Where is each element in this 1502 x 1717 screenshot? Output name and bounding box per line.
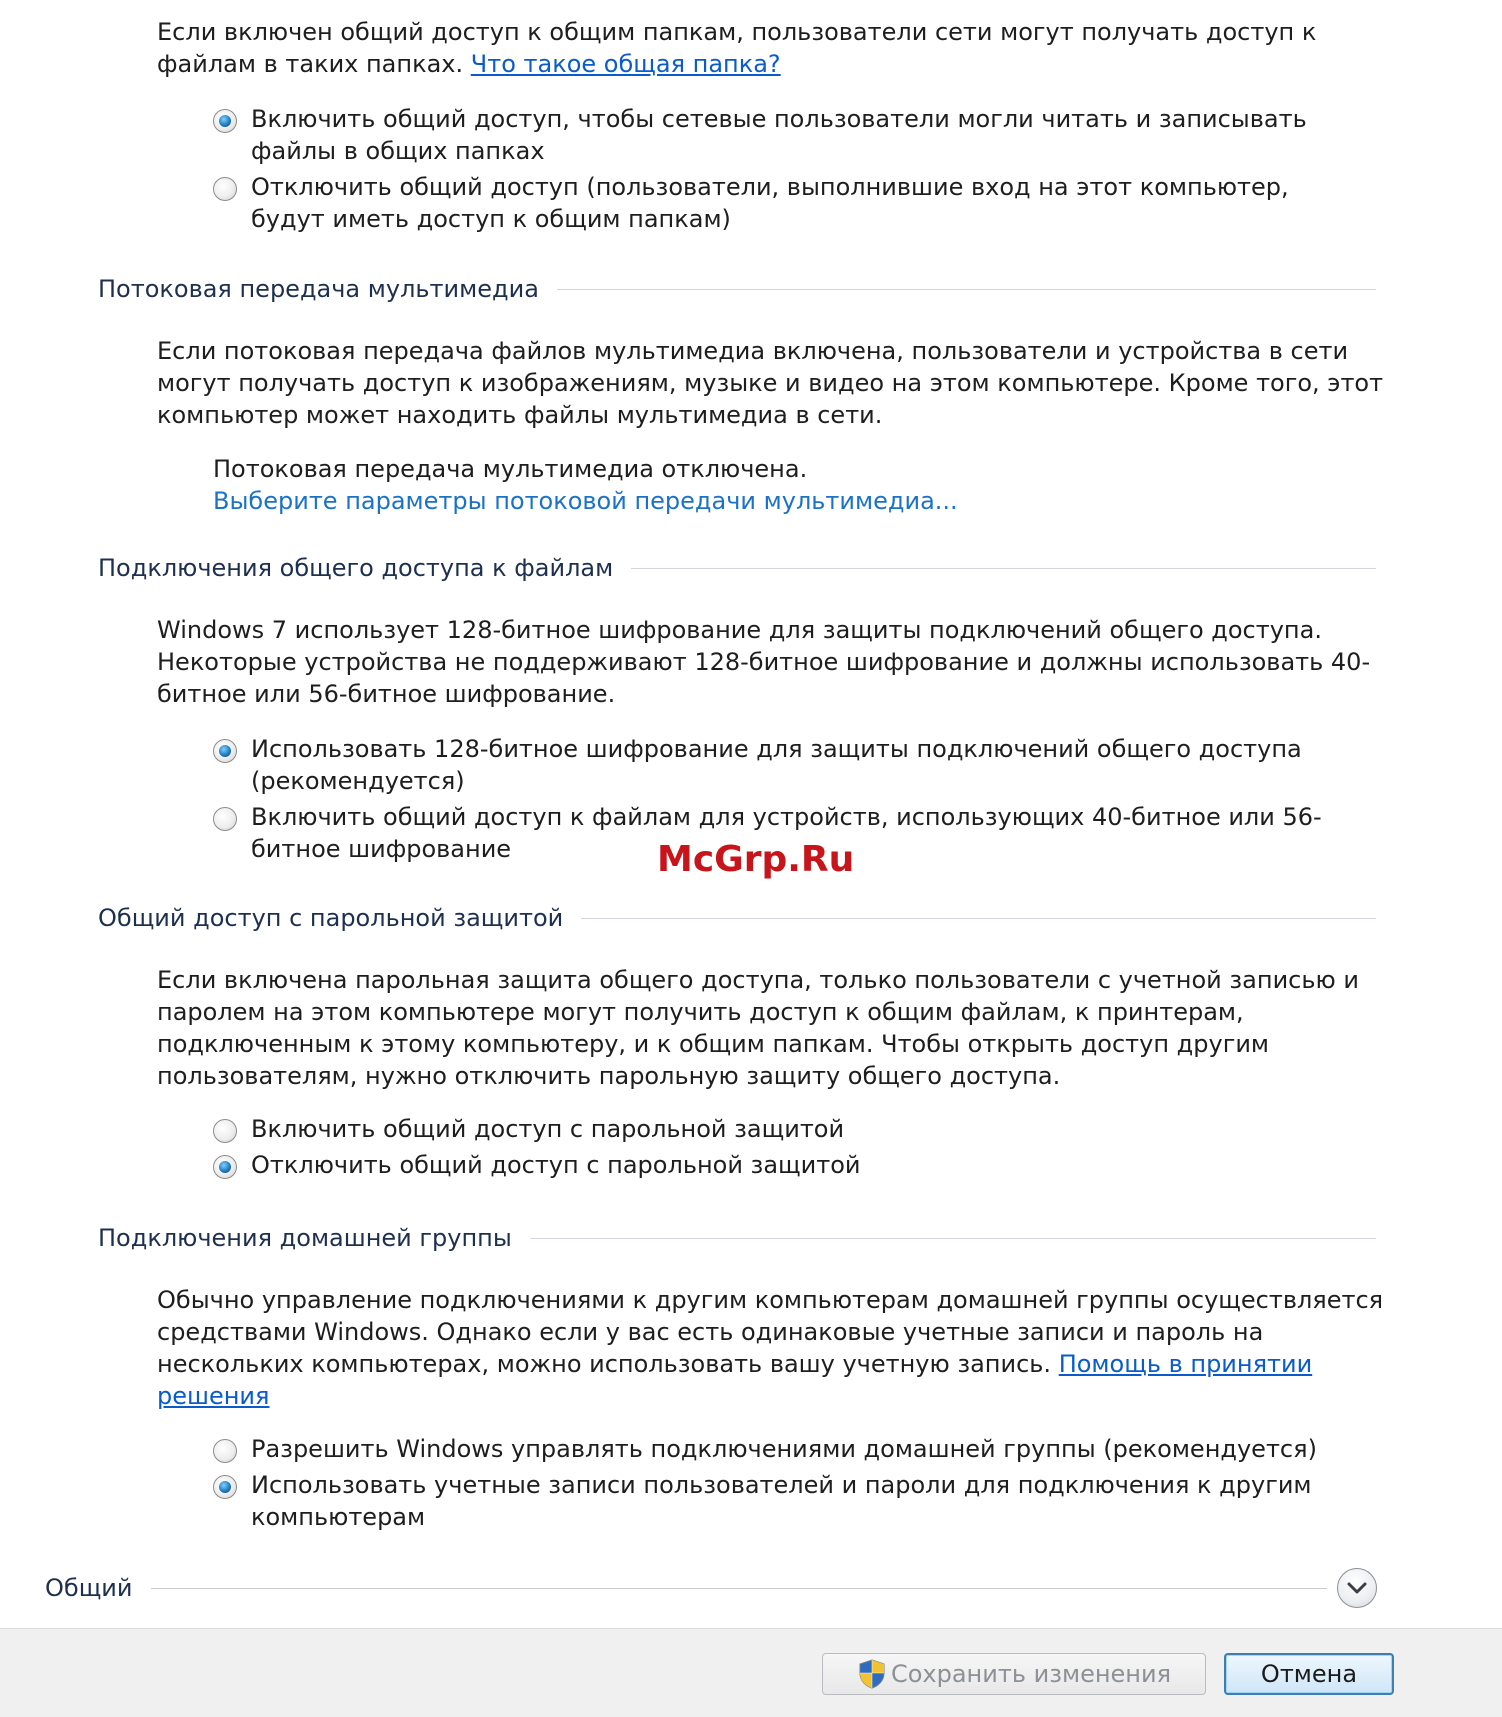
radio-password-enable[interactable] — [213, 1113, 1363, 1145]
radio-button[interactable] — [213, 1439, 237, 1463]
radio-button[interactable] — [213, 739, 237, 763]
radio-label: Использовать учетные записи пользователей и пароли для подключения к другим компьютерам — [251, 1471, 1312, 1531]
radio-button[interactable] — [213, 1119, 237, 1143]
radio-folders-disable[interactable] — [213, 171, 1363, 235]
uac-shield-icon — [857, 1658, 887, 1690]
section-divider — [581, 918, 1376, 919]
section-file-sharing-connections — [98, 552, 1376, 584]
radio-button[interactable] — [213, 177, 237, 201]
radio-folders-enable[interactable] — [213, 103, 1363, 167]
radio-label: Включить общий доступ с парольной защитой — [251, 1115, 845, 1143]
chevron-down-icon — [1346, 1581, 1368, 1595]
radio-label: Отключить общий доступ (пользователи, выполнившие вход на этот компьютер, будут иметь доступ к общим папкам) — [251, 173, 1289, 233]
section-title: Общий — [45, 1574, 133, 1602]
folders-description: Если включен общий доступ к общим папкам, пользователи сети могут получать доступ к файлам в таких папках. Что такое общая папка? — [157, 18, 1317, 78]
homegroup-description: Обычно управление подключениями к другим компьютерам домашней группы осуществляется средствами Windows. Однако если у вас есть одинаковые учетные записи и пароль на нескольких компьютерах, можно использовать вашу учетную запись. Помощь в принятии решения — [157, 1286, 1384, 1410]
section-homegroup-connections — [98, 1222, 1376, 1254]
radio-label: Включить общий доступ к файлам для устройств, использующих 40-битное или 56-битное шифрование — [251, 803, 1322, 863]
radio-button[interactable] — [213, 1475, 237, 1499]
media-settings-link[interactable]: Выберите параметры потоковой передачи мультимедиа... — [213, 487, 958, 515]
section-title: Потоковая передача мультимедиа — [98, 275, 539, 303]
radio-encryption-128[interactable] — [213, 733, 1363, 797]
cancel-button-label: Отмена — [1260, 1660, 1358, 1688]
radio-button[interactable] — [213, 807, 237, 831]
section-title: Подключения общего доступа к файлам — [98, 554, 614, 582]
media-description: Если потоковая передача файлов мультимедиа включена, пользователи и устройства в сети могут получать доступ к изображениям, музыке и видео на этом компьютере. Кроме того, этот компьютер может находить файлы мультимедиа в сети. — [157, 337, 1384, 429]
expand-section-button[interactable] — [1337, 1568, 1377, 1608]
radio-homegroup-windows[interactable] — [213, 1433, 1363, 1465]
section-divider — [557, 289, 1376, 290]
radio-homegroup-accounts[interactable] — [213, 1469, 1363, 1533]
radio-password-disable[interactable] — [213, 1149, 1363, 1181]
radio-label: Включить общий доступ, чтобы сетевые пользователи могли читать и записывать файлы в общих папках — [251, 105, 1307, 165]
media-status: Потоковая передача мультимедиа отключена. — [213, 455, 808, 483]
section-divider — [631, 568, 1376, 569]
decision-help-link[interactable]: Помощь в принятии решения — [157, 1350, 1313, 1410]
password-description: Если включена парольная защита общего доступа, только пользователи с учетной записью и паролем на этом компьютере могут получить доступ к общим файлам, к принтерам, подключенным к этому компьютеру, и к общим папкам. Чтобы открыть доступ другим пользователям, нужно отключить парольную защиту общего доступа. — [157, 966, 1359, 1090]
radio-label: Использовать 128-битное шифрование для защиты подключений общего доступа (рекомендуется) — [251, 735, 1302, 795]
radio-label: Разрешить Windows управлять подключениями домашней группы (рекомендуется) — [251, 1435, 1317, 1463]
radio-button[interactable] — [213, 1155, 237, 1179]
section-general — [45, 1567, 1377, 1609]
section-title: Подключения домашней группы — [98, 1224, 512, 1252]
radio-button[interactable] — [213, 109, 237, 133]
cancel-button[interactable] — [1224, 1653, 1394, 1695]
watermark: McGrp.Ru — [657, 839, 855, 880]
section-divider — [530, 1238, 1376, 1239]
section-media-streaming — [98, 273, 1376, 305]
section-divider — [151, 1588, 1328, 1589]
what-is-shared-folder-link[interactable]: Что такое общая папка? — [470, 50, 781, 78]
connections-description: Windows 7 использует 128-битное шифрование для защиты подключений общего доступа. Некоторые устройства не поддерживают 128-битное шифрование и должны использовать 40-битное или 56-битное шифрование. — [157, 616, 1371, 708]
dialog-footer — [0, 1628, 1502, 1717]
section-title: Общий доступ с парольной защитой — [98, 904, 564, 932]
media-status-block — [213, 453, 1363, 517]
save-changes-button[interactable] — [822, 1653, 1206, 1695]
radio-label: Отключить общий доступ с парольной защитой — [251, 1151, 861, 1179]
save-button-label: Сохранить изменения — [890, 1660, 1172, 1688]
section-password-protected-sharing — [98, 902, 1376, 934]
